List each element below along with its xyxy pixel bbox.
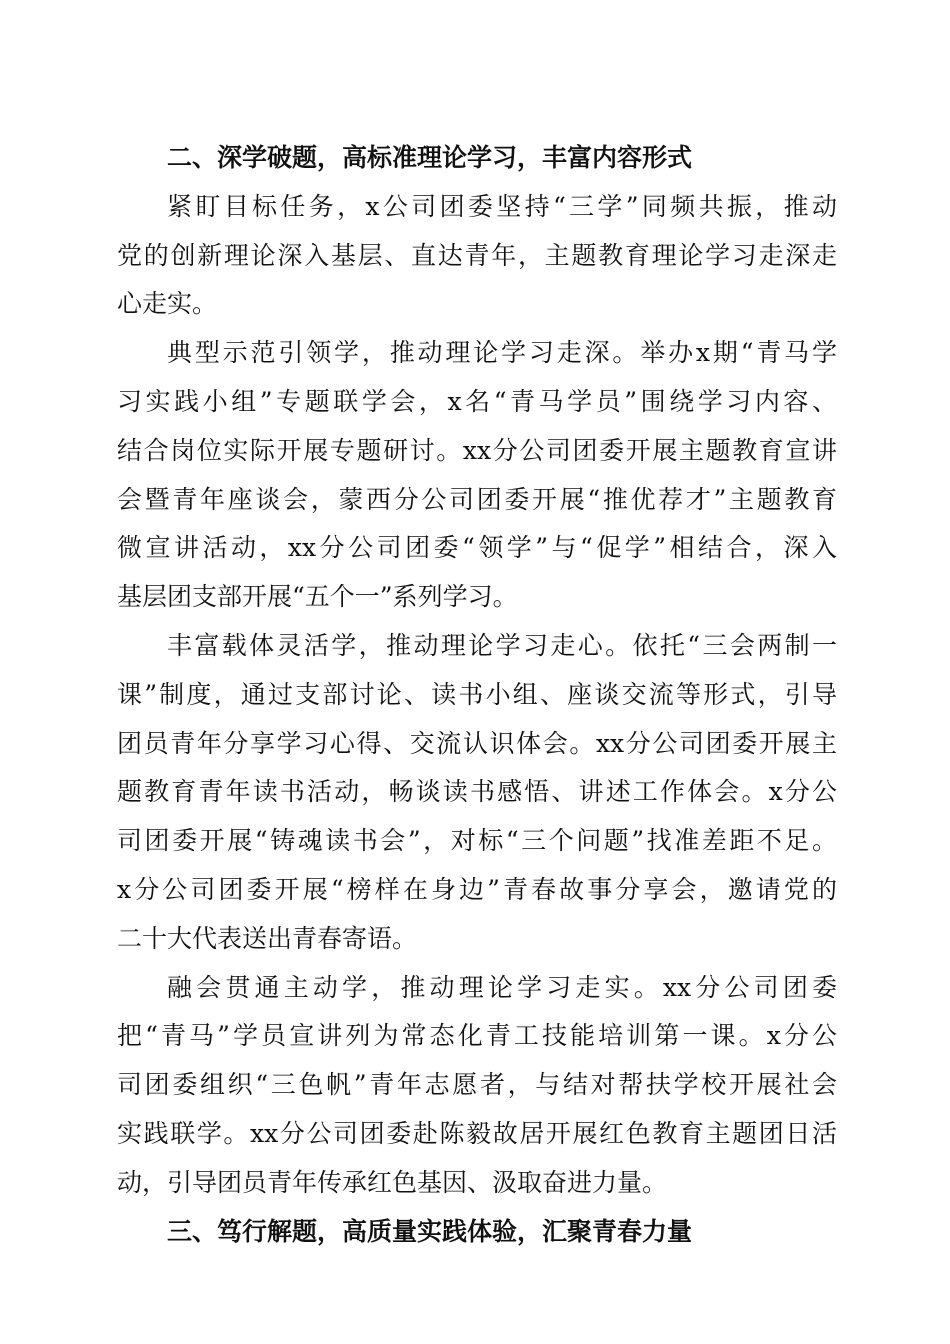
paragraph-line: 典型示范引领学，推动理论学习走深。举办x期“青马学 [167,338,837,368]
paragraph-line: 实践联学。xx分公司团委赴陈毅故居开展红色教育主题团日活 [117,1118,837,1148]
paragraph-line: 司团委组织“三色帆”青年志愿者，与结对帮扶学校开展社会 [117,1070,837,1100]
paragraph-line: 微宣讲活动，xx分公司团委“领学”与“促学”相结合，深入 [117,533,837,563]
section-heading-2: 二、深学破题，高标准理论学习，丰富内容形式 [167,143,693,172]
paragraph-line: 团员青年分享学习心得、交流认识体会。xx分公司团委开展主 [117,728,837,758]
paragraph-line: 心走实。 [117,289,218,319]
paragraph-line: x分公司团委开展“榜样在身边”青春故事分享会，邀请党的 [117,874,837,904]
paragraph-line: 融会贯通主动学，推动理论学习走实。xx分公司团委 [167,972,837,1002]
paragraph-line: 党的创新理论深入基层、直达青年，主题教育理论学习走深走 [117,240,837,270]
paragraph-line: 课”制度，通过支部讨论、读书小组、座谈交流等形式，引导 [117,679,837,709]
paragraph-line: 会暨青年座谈会，蒙西分公司团委开展“推优荐才”主题教育 [117,484,837,514]
paragraph-line: 动，引导团员青年传承红色基因、汲取奋进力量。 [117,1167,668,1197]
section-heading-3: 三、笃行解题，高质量实践体验，汇聚青春力量 [167,1216,693,1246]
paragraph-line: 紧盯目标任务，x公司团委坚持“三学”同频共振，推动 [167,191,837,221]
paragraph-3 [117,622,837,964]
paragraph-line: 丰富载体灵活学，推动理论学习走心。依托“三会两制一 [167,630,837,660]
paragraph-line: 二十大代表送出青春寄语。 [117,923,418,953]
paragraph-line: 基层团支部开展“五个一”系列学习。 [117,582,518,612]
paragraph-1 [117,183,837,329]
paragraph-line: 把“青马”学员宣讲列为常态化青工技能培训第一课。x分公 [117,1021,837,1051]
paragraph-line: 司团委开展“铸魂读书会”，对标“三个问题”找准差距不足。 [117,826,837,856]
paragraph-line: 结合岗位实际开展专题研讨。xx分公司团委开展主题教育宣讲 [117,435,837,465]
paragraph-line: 习实践小组”专题联学会，x名“青马学员”围绕学习内容、 [117,386,837,416]
paragraph-4 [117,964,837,1208]
paragraph-line: 题教育青年读书活动，畅谈读书感悟、讲述工作体会。x分公 [117,777,837,807]
paragraph-2 [117,329,837,622]
document-body [117,134,837,1256]
